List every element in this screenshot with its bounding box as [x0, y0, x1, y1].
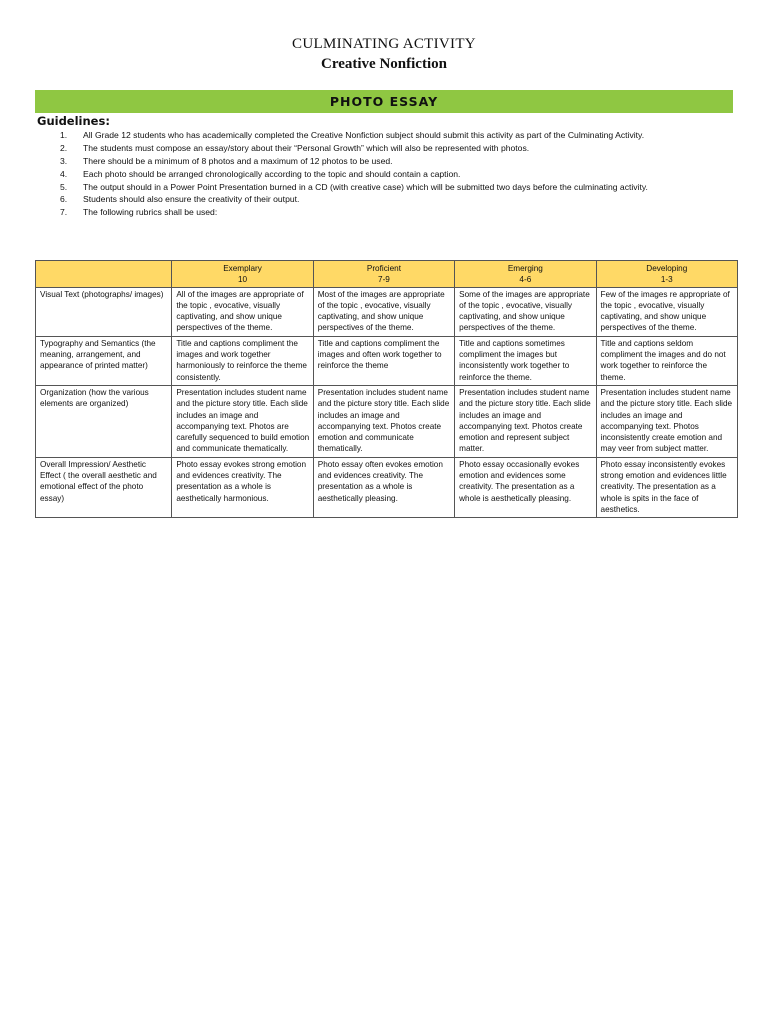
- guideline-item: [60, 169, 736, 180]
- rubric-cell: Some of the images are appropriate of the topic , evocative, visually captivating, and show unique perspectives of the theme.: [455, 287, 596, 336]
- document-subtitle: Creative Nonfiction: [321, 56, 447, 72]
- guideline-item: [60, 194, 736, 205]
- guideline-text: The following rubrics shall be used:: [83, 207, 218, 218]
- rubric-header-criterion: [36, 261, 172, 288]
- rubric-cell: Presentation includes student name and the picture story title. Each slide includes an image and accompanying text. Photos create emotion and represent subject matter.: [455, 385, 596, 457]
- table-row: [36, 287, 738, 336]
- rubric-cell: Photo essay occasionally evokes emotion and evidences some creativity. The presentation as a whole is aesthetically pleasing.: [455, 457, 596, 517]
- rubric-cell: Title and captions compliment the images and often work together to reinforce the theme: [313, 336, 454, 385]
- guideline-number: 7.: [60, 207, 68, 218]
- guideline-text: All Grade 12 students who has academically completed the Creative Nonfiction subject should submit this activity as part of the Culminating Activity.: [83, 130, 645, 140]
- rubric-header-developing: [596, 261, 737, 288]
- rubric-cell: Title and captions seldom compliment the images and do not work together to reinforce the theme.: [596, 336, 737, 385]
- guideline-text: There should be a minimum of 8 photos and a maximum of 12 photos to be used.: [83, 155, 393, 166]
- guidelines-list: [60, 130, 736, 220]
- column-label: Emerging: [507, 264, 543, 273]
- column-label: Exemplary: [223, 264, 262, 273]
- criterion-cell: Organization (how the various elements are organized): [36, 385, 172, 457]
- document-title: CULMINATING ACTIVITY: [292, 36, 476, 52]
- criterion-cell: Visual Text (photographs/ images): [36, 287, 172, 336]
- guidelines-heading: Guidelines:: [37, 114, 110, 128]
- photo-essay-banner: PHOTO ESSAY: [35, 90, 733, 113]
- table-row: [36, 457, 738, 517]
- rubric-cell: All of the images are appropriate of the topic , evocative, visually captivating, and show unique perspectives of the theme.: [172, 287, 313, 336]
- guideline-number: 5.: [60, 181, 68, 192]
- guideline-text: The output should in a Power Point Presentation burned in a CD (with creative case) which will be submitted two days before the culminating activity.: [83, 181, 648, 192]
- guideline-number: 2.: [60, 142, 68, 153]
- rubric-header-exemplary: [172, 261, 313, 288]
- guideline-item: [60, 156, 736, 167]
- column-score: 1-3: [660, 275, 673, 285]
- guideline-item: [60, 207, 736, 218]
- rubric-cell: Photo essay often evokes emotion and evidences creativity. The presentation as a whole is aesthetically pleasing.: [313, 457, 454, 517]
- rubric-cell: Presentation includes student name and the picture story title. Each slide includes an image and accompanying text. Photos inconsistently create emotion and may veer from subject matter.: [596, 385, 737, 457]
- rubric-cell: Title and captions sometimes compliment the images but inconsistently work together to reinforce the theme.: [455, 336, 596, 385]
- guideline-text: The students must compose an essay/story about their “Personal Growth” which will also be represented with photos.: [83, 142, 530, 153]
- rubric-cell: Title and captions compliment the images and work together harmoniously to reinforce the theme consistently.: [172, 336, 313, 385]
- rubric-cell: Photo essay evokes strong emotion and evidences creativity. The presentation as a whole is aesthetically harmonious.: [172, 457, 313, 517]
- rubric-cell: Presentation includes student name and the picture story title. Each slide includes an image and accompanying text. Photos create emotion and communicate thematically.: [313, 385, 454, 457]
- rubric-cell: Most of the images are appropriate of the topic , evocative, visually captivating, and show unique perspectives of the theme.: [313, 287, 454, 336]
- column-score: 4-6: [519, 275, 532, 285]
- guideline-item: [60, 130, 736, 141]
- guideline-number: 3.: [60, 155, 68, 166]
- guideline-number: 1.: [60, 130, 68, 140]
- rubric-header-row: [36, 261, 738, 288]
- criterion-cell: Overall Impression/ Aesthetic Effect ( the overall aesthetic and emotional effect of the photo essay): [36, 457, 172, 517]
- column-label: Developing: [646, 264, 688, 273]
- column-score: 10: [237, 275, 248, 285]
- guideline-item: [60, 143, 736, 154]
- rubric-header-proficient: [313, 261, 454, 288]
- criterion-cell: Typography and Semantics (the meaning, arrangement, and appearance of printed matter): [36, 336, 172, 385]
- rubric-cell: Photo essay inconsistently evokes strong emotion and evidences little creativity. The presentation as a whole is spits in the face of aesthetics.: [596, 457, 737, 517]
- column-label: Proficient: [366, 264, 401, 273]
- guideline-number: 4.: [60, 168, 68, 179]
- rubric-cell: Presentation includes student name and the picture story title. Each slide includes an image and accompanying text. Photos are carefully sequenced to build emotion and communicate thematically.: [172, 385, 313, 457]
- table-row: [36, 336, 738, 385]
- column-score: 7-9: [378, 275, 390, 285]
- guideline-item: [60, 182, 736, 193]
- rubric-cell: Few of the images re appropriate of the topic , evocative, visually captivating, and show unique perspectives of the theme.: [596, 287, 737, 336]
- table-row: [36, 385, 738, 457]
- rubric-table: [35, 260, 738, 518]
- rubric-header-emerging: [455, 261, 596, 288]
- guideline-text: Students should also ensure the creativity of their output.: [83, 194, 300, 205]
- guideline-text: Each photo should be arranged chronologically according to the topic and should contain a caption.: [83, 168, 461, 179]
- guideline-number: 6.: [60, 194, 68, 205]
